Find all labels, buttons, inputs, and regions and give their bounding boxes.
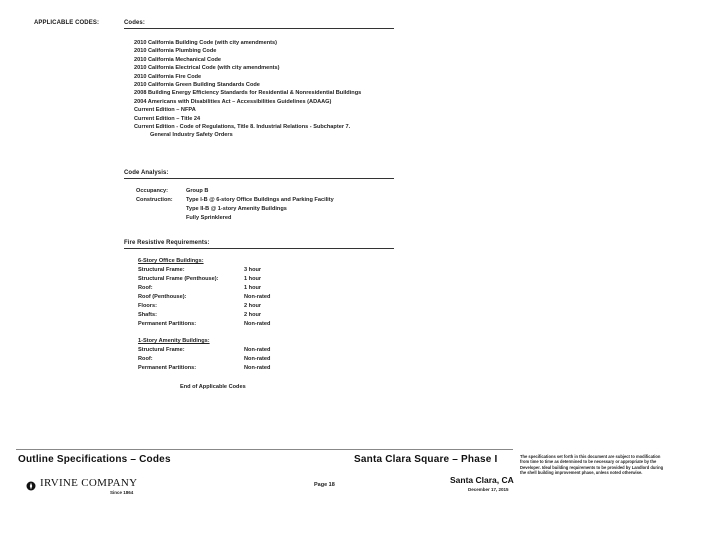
code-item: General Industry Safety Orders <box>150 132 233 139</box>
occupancy-value: Group B <box>186 188 209 194</box>
requirement-value: Non-rated <box>244 356 271 362</box>
code-item: 2010 California Plumbing Code <box>134 48 217 55</box>
footer-disclaimer: The specifications set forth in this document are subject to modification from time to time as determined to be necessary or appropriate by the Developer. Ideal building requirements to be provided by Landlord during the shell building improvement phase, unless noted otherwise. <box>520 454 664 476</box>
code-item: 2004 Americans with Disabilities Act – Accessibilities Guidelines (ADAAG) <box>134 98 332 105</box>
requirement-label: Roof: <box>138 356 153 362</box>
construction-value: Type II-B @ 1-story Amenity Buildings <box>186 206 287 212</box>
amenity-buildings-heading: 1-Story Amenity Buildings: <box>138 338 210 344</box>
requirement-label: Roof: <box>138 285 153 291</box>
irvine-logo-icon <box>26 478 36 488</box>
requirement-value: Non-rated <box>244 321 271 327</box>
requirement-value: 2 hour <box>244 312 262 318</box>
code-item: Current Edition – NFPA <box>134 107 196 114</box>
end-of-codes-text: End of Applicable Codes <box>180 384 246 390</box>
fire-resistive-heading: Fire Resistive Requirements: <box>124 240 210 246</box>
construction-label: Construction: <box>136 197 173 203</box>
requirement-label: Structural Frame (Penthouse): <box>138 276 219 282</box>
requirement-value: Non-rated <box>244 347 271 353</box>
requirement-label: Floors: <box>138 303 157 309</box>
requirement-label: Shafts: <box>138 312 157 318</box>
requirement-label: Roof (Penthouse): <box>138 294 187 300</box>
footer-title-right: Santa Clara Square – Phase I <box>354 454 498 465</box>
code-item: 2010 California Fire Code <box>134 73 202 80</box>
page-number: Page 18 <box>314 482 335 488</box>
codes-rule <box>124 28 394 29</box>
irvine-company-logo-text: IRVINE COMPANY <box>40 477 138 489</box>
requirement-value: 1 hour <box>244 285 262 291</box>
code-analysis-heading: Code Analysis: <box>124 170 169 176</box>
code-item: 2008 Building Energy Efficiency Standards for Residential & Nonresidential Buildings <box>134 90 362 97</box>
code-item: 2010 California Electrical Code (with city amendments) <box>134 65 280 72</box>
construction-value: Fully Sprinklered <box>186 215 232 221</box>
occupancy-label: Occupancy: <box>136 188 169 194</box>
office-buildings-heading: 6-Story Office Buildings: <box>138 258 204 264</box>
code-item: 2010 California Building Code (with city amendments) <box>134 40 277 46</box>
code-item: 2010 California Green Building Standards Code <box>134 82 260 88</box>
requirement-value: 3 hour <box>244 267 262 273</box>
requirement-label: Structural Frame: <box>138 267 185 273</box>
codes-heading: Codes: <box>124 20 145 26</box>
requirement-value: 1 hour <box>244 276 262 282</box>
code-item: Current Edition - Code of Regulations, Title 8. Industrial Relations - Subchapter 7. <box>134 124 351 130</box>
code-item: Current Edition – Title 24 <box>134 115 201 122</box>
requirement-label: Structural Frame: <box>138 347 185 353</box>
requirement-value: 2 hour <box>244 303 262 309</box>
logo-since-text: Since 1864 <box>110 490 134 495</box>
section-label-applicable-codes: APPLICABLE CODES: <box>34 20 100 26</box>
requirement-label: Permanent Partitions: <box>138 321 197 327</box>
footer-title-left: Outline Specifications – Codes <box>18 454 171 465</box>
code-analysis-rule <box>124 178 394 179</box>
requirement-value: Non-rated <box>244 365 271 371</box>
requirement-value: Non-rated <box>244 294 271 300</box>
fire-resistive-rule <box>124 248 394 249</box>
requirement-label: Permanent Partitions: <box>138 365 197 371</box>
footer-rule <box>16 449 513 450</box>
footer-date: December 17, 2015 <box>468 487 509 492</box>
code-item: 2010 California Mechanical Code <box>134 56 222 63</box>
footer-city: Santa Clara, CA <box>450 475 514 485</box>
construction-value: Type I-B @ 6-story Office Buildings and Parking Facility <box>186 197 334 203</box>
